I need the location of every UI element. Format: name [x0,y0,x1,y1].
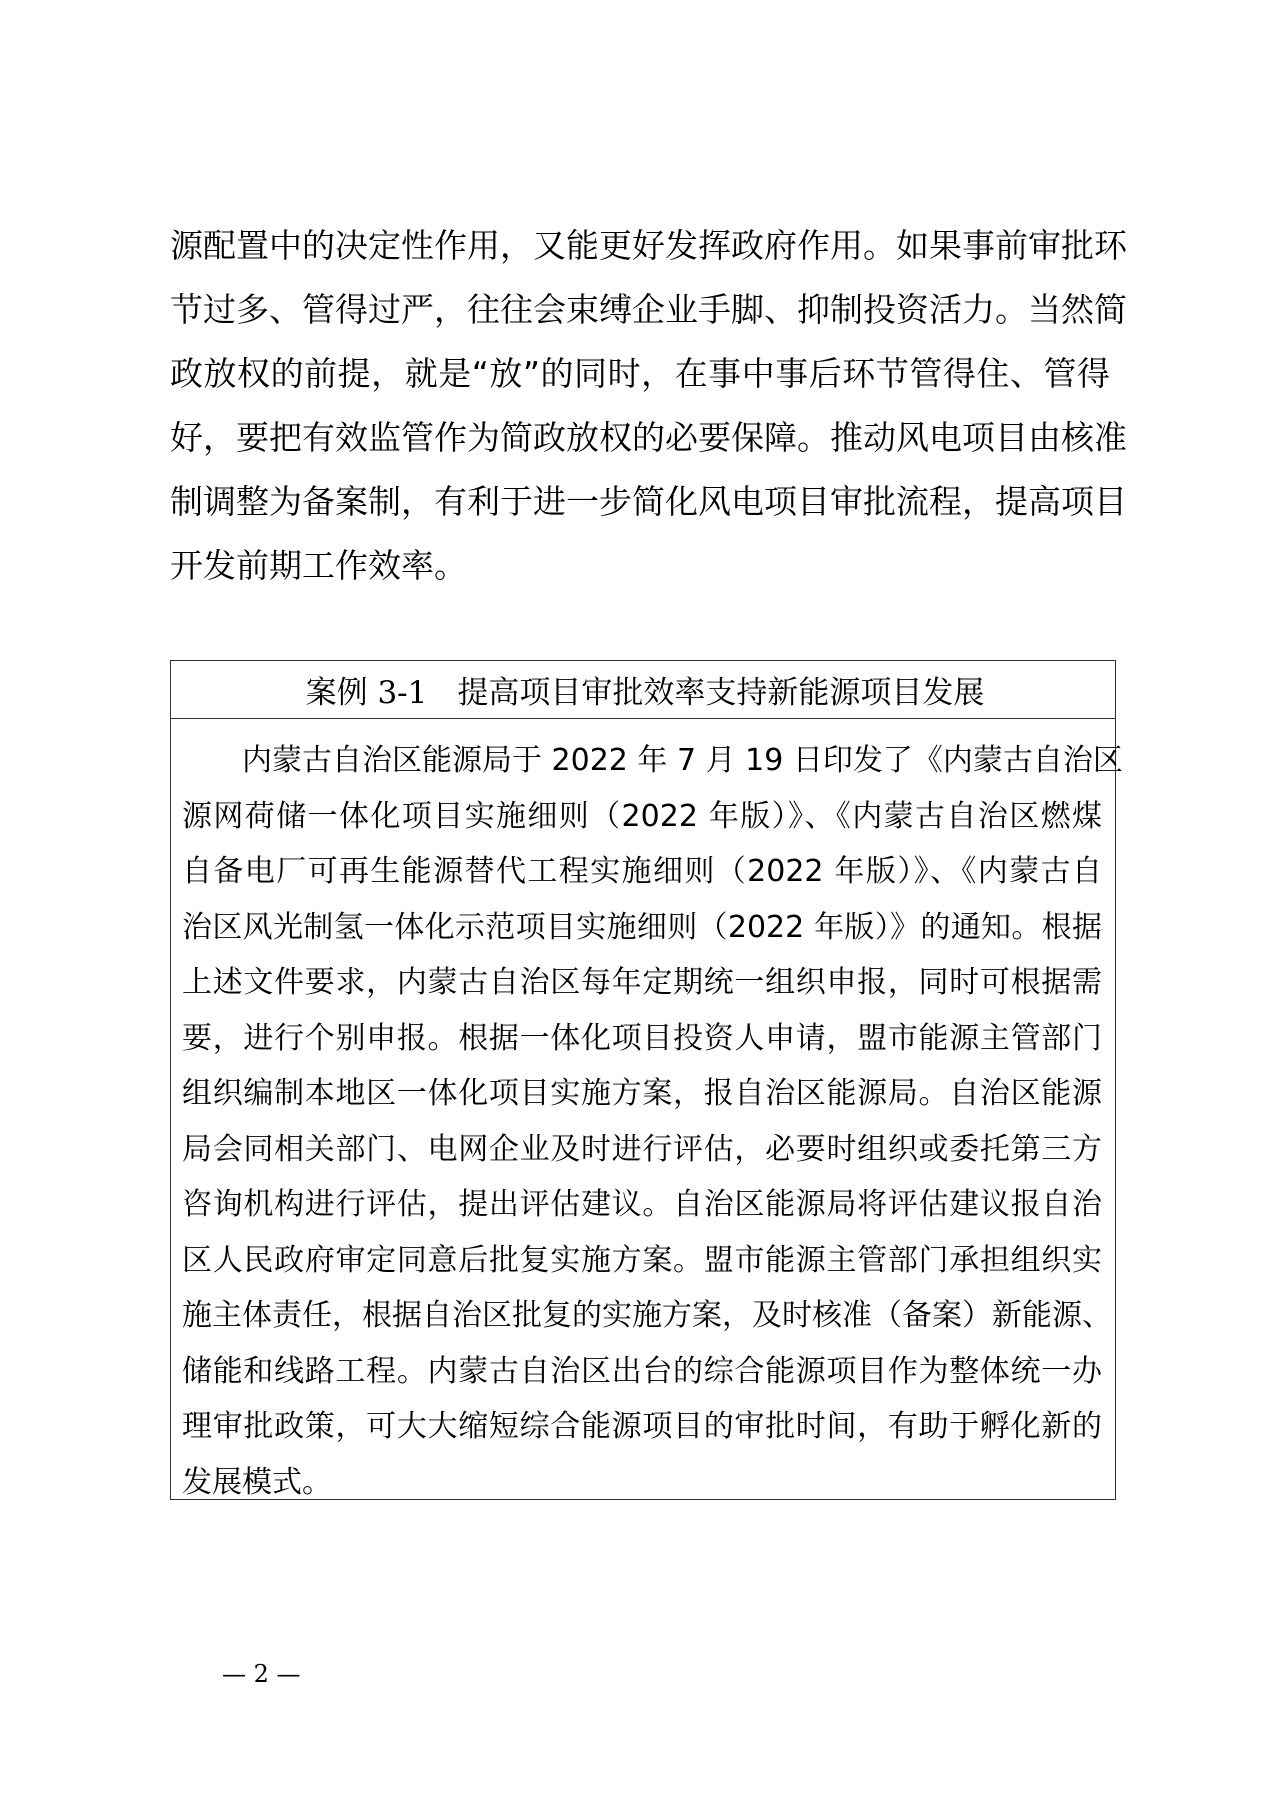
intro-paragraph [170,214,1127,598]
case-line: 源网荷储一体化项目实施细则（2022 年版）》、《内蒙古自治区燃煤 [182,798,1102,834]
case-number: 案例 3-1 [305,675,428,711]
case-line: 组织编制本地区一体化项目实施方案，报自治区能源局。自治区能源 [182,1076,1102,1111]
case-body [182,733,1123,1510]
intro-line: 政放权的前提，就是“放”的同时，在事中事后环节管得住、管得 [170,354,1110,393]
case-line: 自备电厂可再生能源替代工程实施细则（2022 年版）》、《内蒙古自 [182,854,1102,889]
case-header [171,661,1115,719]
case-box [170,660,1123,1500]
case-line: 理审批政策，可大大缩短综合能源项目的审批时间，有助于孵化新的 [182,1409,1102,1444]
intro-line: 制调整为备案制，有利于进一步简化风电项目审批流程，提高项目 [170,482,1127,521]
case-title: 提高项目审批效率支持新能源项目发展 [457,675,985,711]
intro-line: 好，要把有效监管作为简政放权的必要保障。推动风电项目由核准 [170,418,1127,457]
case-line: 储能和线路工程。内蒙古自治区出台的综合能源项目作为整体统一办 [182,1353,1102,1389]
page-number: — 2 — [222,1660,301,1688]
case-line: 局会同相关部门、电网企业及时进行评估，必要时组织或委托第三方 [182,1131,1102,1167]
case-line: 治区风光制氢一体化示范项目实施细则（2022 年版）》的通知。根据 [182,909,1102,945]
case-line: 发展模式。 [182,1464,332,1500]
intro-line: 源配置中的决定性作用，又能更好发挥政府作用。如果事前审批环 [170,226,1127,265]
intro-line: 节过多、管得过严，往往会束缚企业手脚、抑制投资活力。当然简 [170,290,1127,329]
intro-line: 开发前期工作效率。 [170,546,467,585]
case-line: 咨询机构进行评估，提出评估建议。自治区能源局将评估建议报自治 [182,1187,1102,1222]
case-line: 施主体责任，根据自治区批复的实施方案，及时核准（备案）新能源、 [182,1298,1112,1333]
case-line: 内蒙古自治区能源局于 2022 年 7 月 19 日印发了《内蒙古自治区 [242,743,1123,778]
case-line: 上述文件要求，内蒙古自治区每年定期统一组织申报，同时可根据需 [182,965,1102,1000]
case-line: 区人民政府审定同意后批复实施方案。盟市能源主管部门承担组织实 [182,1242,1102,1278]
case-line: 要，进行个别申报。根据一体化项目投资人申请，盟市能源主管部门 [182,1020,1102,1056]
